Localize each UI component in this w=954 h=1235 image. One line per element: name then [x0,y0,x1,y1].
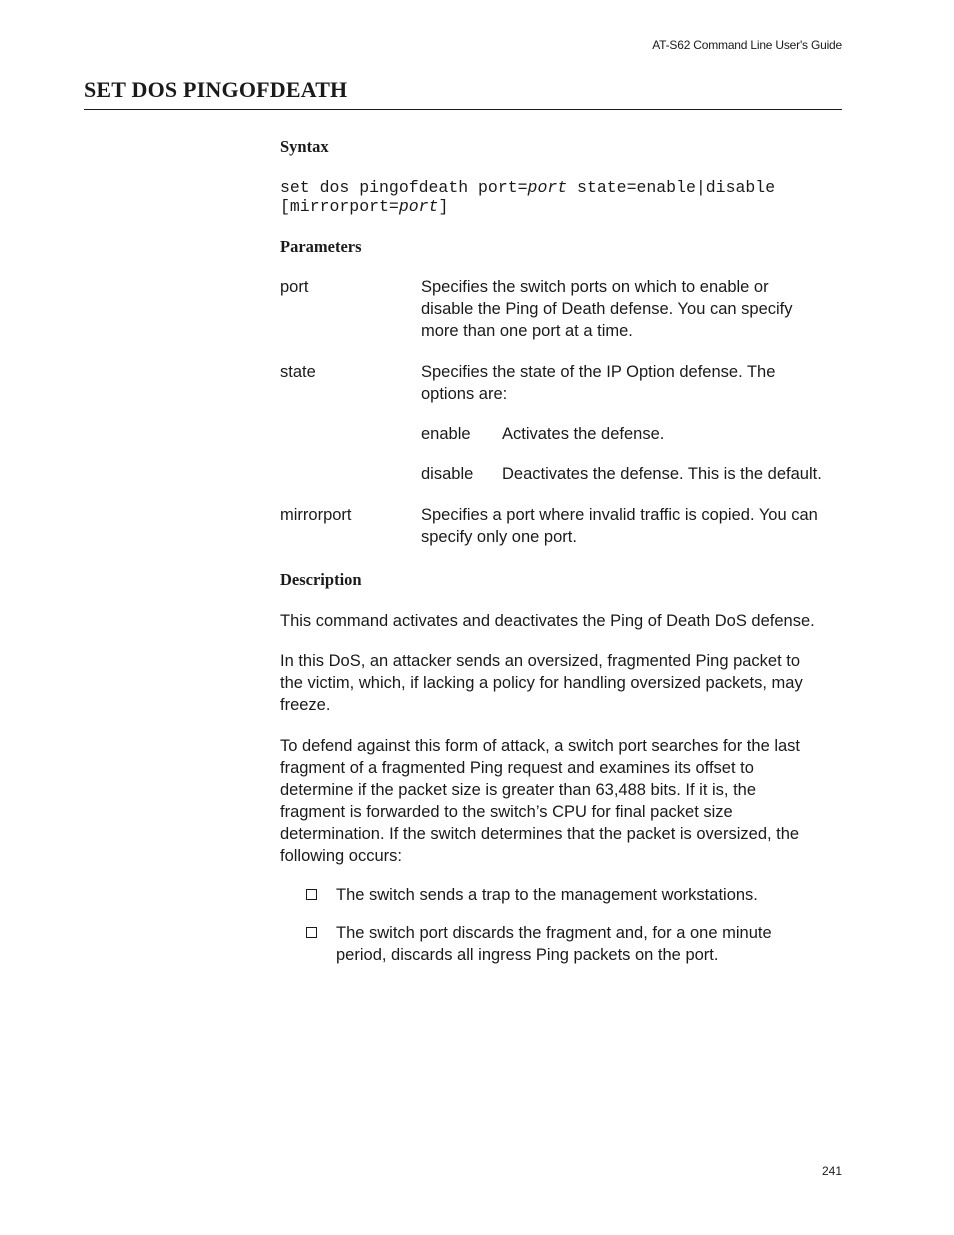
param-port-desc-line: Specifies the switch ports on which to enable or [421,278,769,296]
description-paragraph-2 [280,650,850,716]
param-mirrorport-desc-line: Specifies a port where invalid traffic is copied. You can [421,506,818,524]
bullet-item-2 [336,922,836,966]
option-enable-desc: Activates the defense. [502,425,665,443]
paragraph-line: freeze. [280,696,331,714]
paragraph-line: To defend against this form of attack, a switch port searches for the last [280,737,801,755]
running-header: AT-S62 Command Line User's Guide [652,38,842,52]
syntax-command [280,178,775,216]
param-port-desc-line: disable the Ping of Death defense. You can specify [421,300,793,318]
checkbox-bullet-icon [306,927,317,938]
param-port-desc-line: more than one port at a time. [421,322,633,340]
param-port-name: port [280,278,309,296]
option-enable-name: enable [421,425,471,443]
bullet-item-1 [336,884,836,906]
paragraph-line: fragment of a fragmented Ping request and examines its offset to [280,759,754,777]
param-state-desc-line: Specifies the state of the IP Option defense. The [421,363,776,381]
paragraph-line: following occurs: [280,847,402,865]
syntax-heading: Syntax [280,137,329,156]
option-disable-desc: Deactivates the defense. This is the default. [502,465,822,483]
page-number: 241 [821,1164,842,1178]
param-mirrorport-name: mirrorport [280,506,352,524]
syntax-state-part: state=enable|disable [567,178,776,197]
paragraph-line: the victim, which, if lacking a policy for handling oversized packets, may [280,674,803,692]
bullet-line: period, discards all ingress Ping packets on the port. [336,946,719,964]
paragraph-line: This command activates and deactivates the Ping of Death DoS defense. [280,612,815,630]
param-state-desc-line: options are: [421,385,508,403]
description-paragraph-3 [280,735,850,867]
syntax-mirror-open: [mirrorport= [280,197,399,216]
page-title: SET DOS PINGOFDEATH [84,77,348,102]
syntax-cmd-prefix: set dos pingofdeath port= [280,178,528,197]
param-state-desc [421,361,861,405]
description-paragraph-1 [280,610,850,632]
option-disable-name: disable [421,465,474,483]
description-heading: Description [280,570,362,589]
param-port-desc [421,276,861,342]
paragraph-line: In this DoS, an attacker sends an oversized, fragmented Ping packet to [280,652,801,670]
paragraph-line: determination. If the switch determines that the packet is oversized, the [280,825,800,843]
param-mirrorport-desc [421,504,861,548]
syntax-mirror-close: ] [438,197,449,216]
syntax-mirror-arg: port [398,197,439,216]
bullet-line: The switch sends a trap to the management workstations. [336,886,758,904]
syntax-port-arg: port [527,178,568,197]
paragraph-line: determine if the packet size is greater than 63,488 bits. If it is, the [280,781,757,799]
checkbox-bullet-icon [306,889,317,900]
bullet-line: The switch port discards the fragment and, for a one minute [336,924,772,942]
title-rule [84,109,842,110]
param-state-name: state [280,363,316,381]
paragraph-line: fragment is forwarded to the switch’s CPU for final packet size [280,803,733,821]
param-mirrorport-desc-line: specify only one port. [421,528,577,546]
parameters-heading: Parameters [280,237,362,256]
